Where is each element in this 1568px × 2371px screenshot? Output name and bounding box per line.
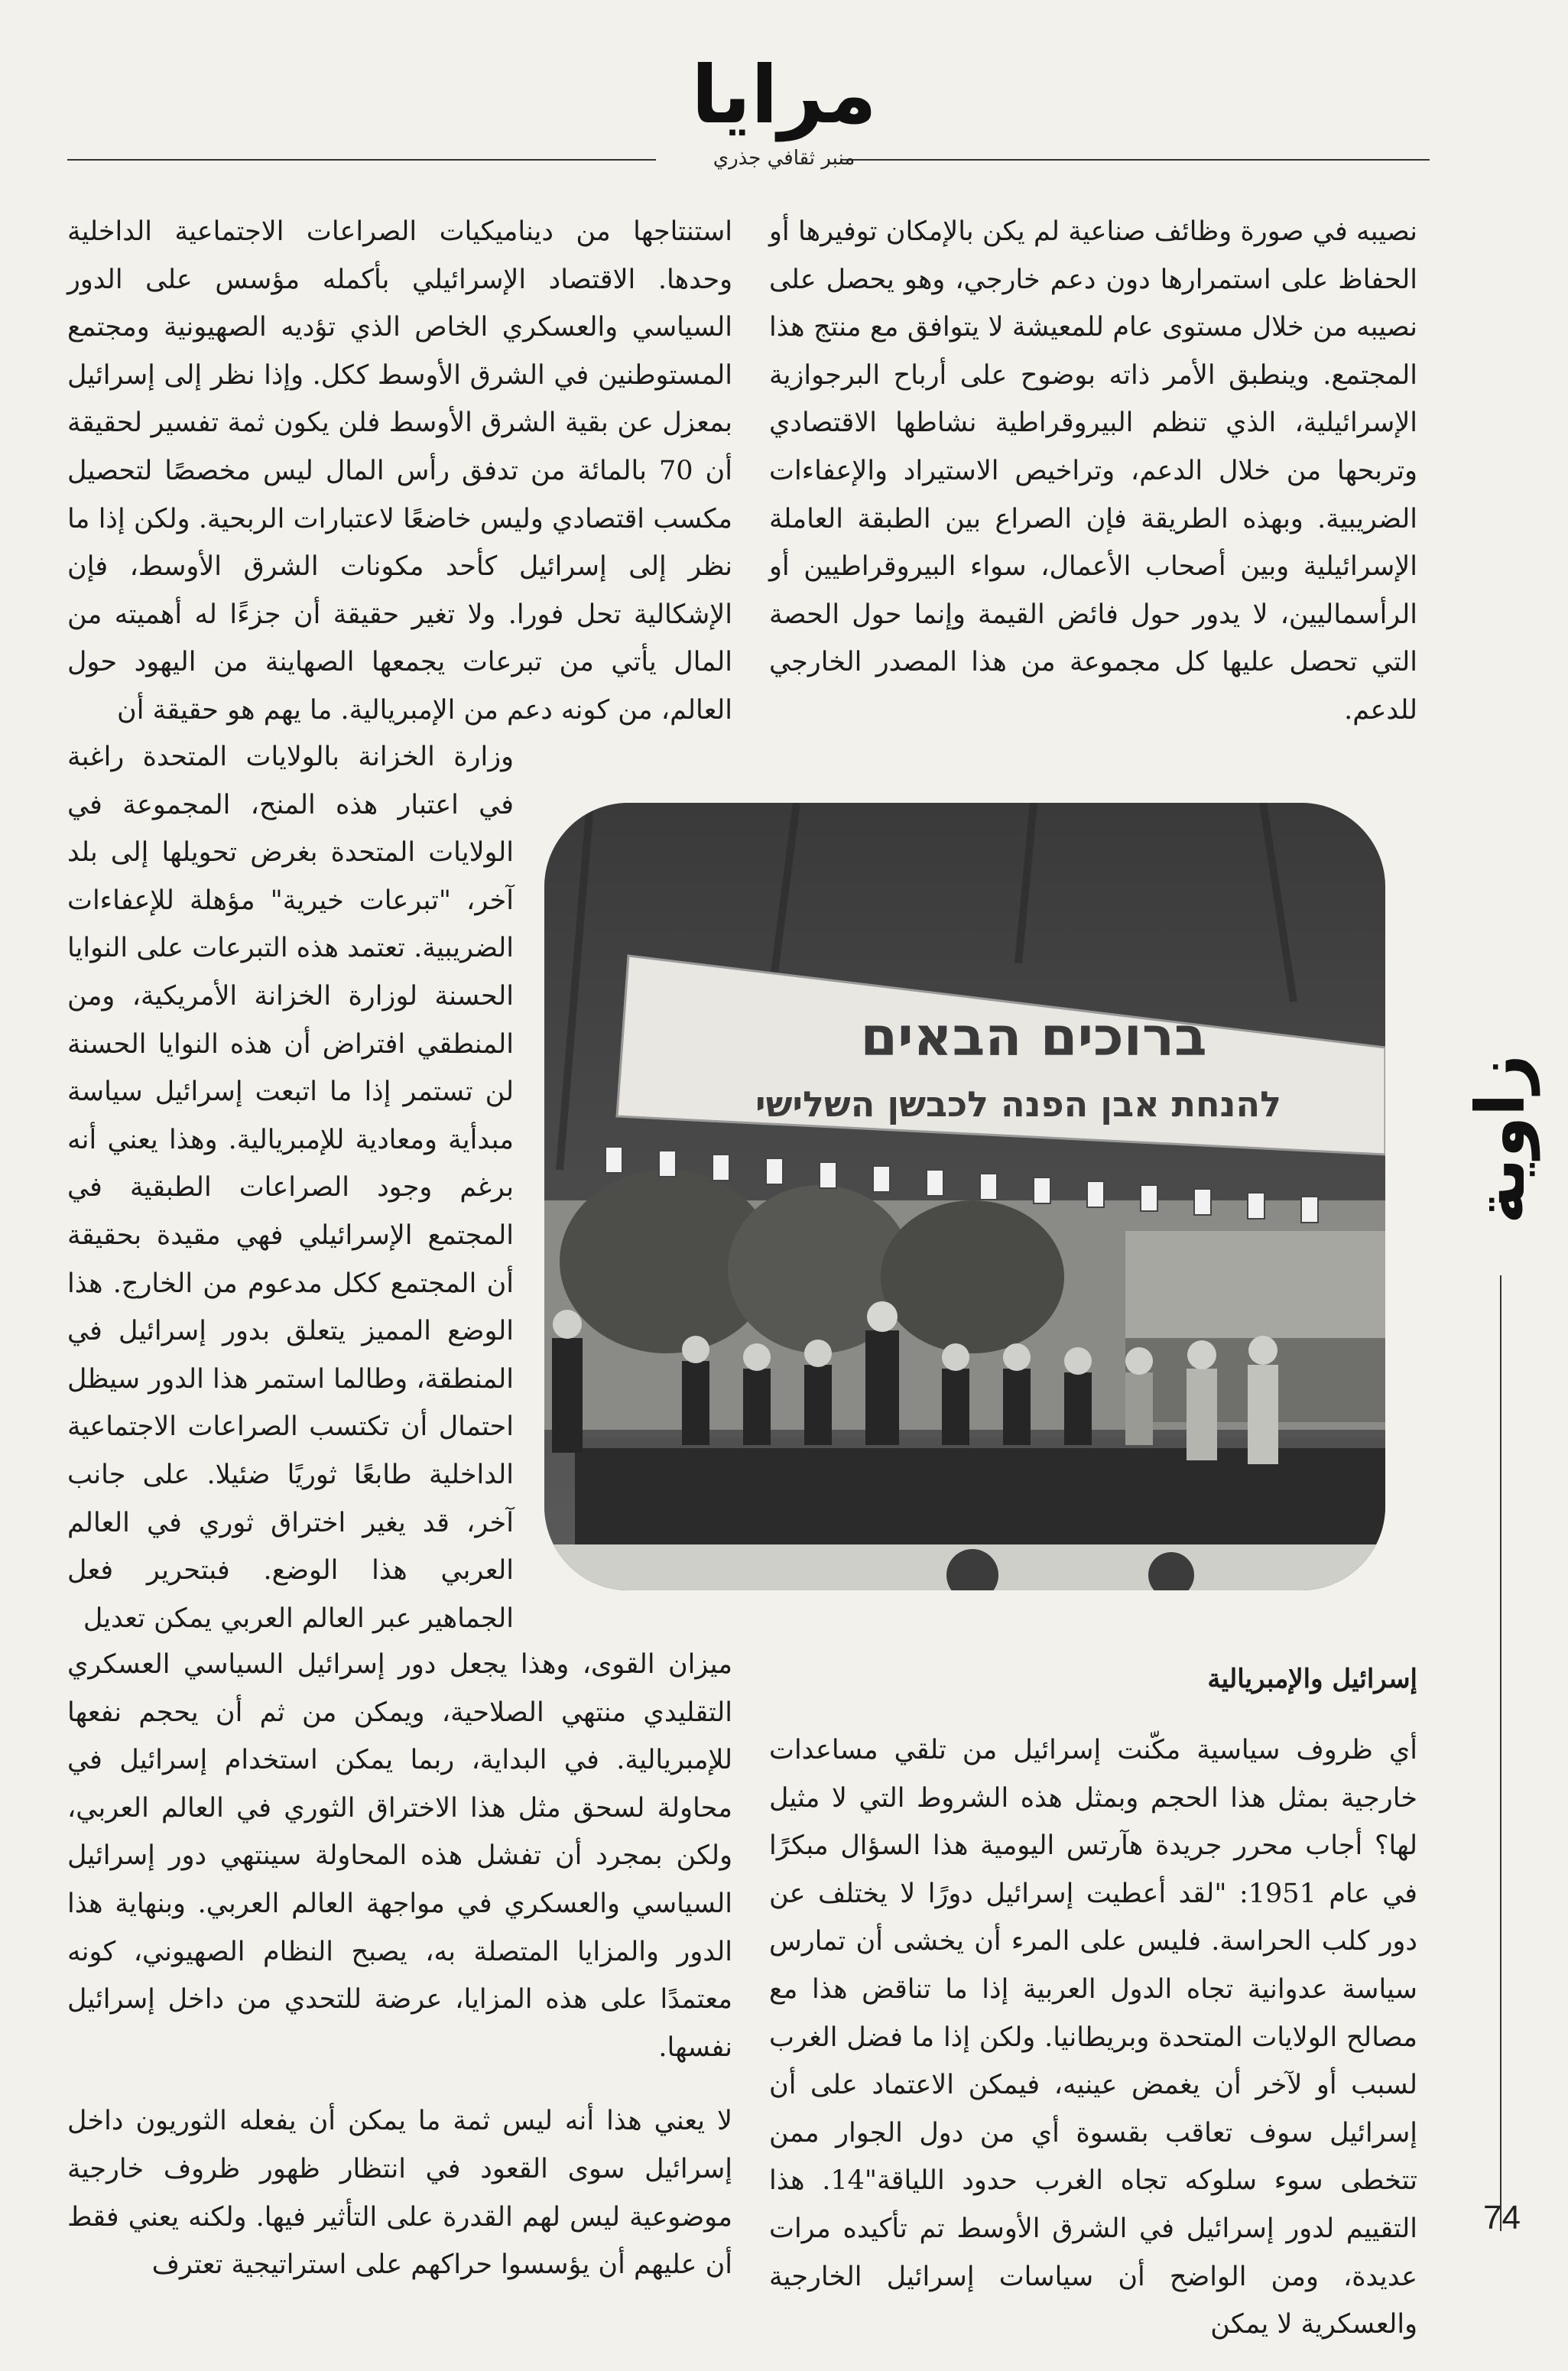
left-column-beside-photo (67, 733, 514, 1642)
paragraph: نصيبه في صورة وظائف صناعية لم يكن بالإمكان توفيرها أو الحفاظ على استمرارها دون دعم خارجي، وهو يحصل على نصيبه من خلال مستوى عام للمعيشة لا يتوافق مع منتج هذا المجتمع. وينطبق الأمر ذاته بوضوح على أرباح البرجوازية الإسرائيلية، الذي تنظم البيروقراطية نشاطها الاقتصادي وتربحها من خلال الدعم، وتراخيص الاستيراد والإعفاءات الضريبية. وبهذه الطريقة فإن الصراع بين الطبقة العاملة الإسرائيلية وبين أصحاب الأعمال، سواء البيروقراطيين أو الرأسماليين، لا يدور حول فائض القيمة وإنما حول الحصة التي تحصل عليها كل مجموعة من هذا المصدر الخارجي للدعم. (769, 216, 1417, 726)
magazine-logo: مرايا (691, 48, 877, 141)
photo-illustration (544, 803, 1385, 1590)
magazine-tagline: منبر ثقافي جذري (713, 147, 855, 170)
paragraph-gap (67, 2071, 732, 2097)
paragraph: ميزان القوى، وهذا يجعل دور إسرائيل السياسي العسكري التقليدي منتهي الصلاحية، ويمكن من ثم أن يحجم نفعها للإمبريالية. في البداية، ربما يمكن استخدام إسرائيل في محاولة لسحق مثل هذا الاختراق الثوري في العالم العربي، ولكن بمجرد أن تفشل هذه المحاولة سينتهي دور إسرائيل السياسي والعسكري في مواجهة العالم العربي. وبنهاية هذا الدور والمزايا المتصلة به، يصبح النظام الصهيوني، كونه معتمدًا على هذه المزايا، عرضة للتحدي من داخل إسرائيل نفسها. (67, 1649, 732, 2063)
page-number: 74 (1483, 2199, 1521, 2236)
paragraph: لا يعني هذا أنه ليس ثمة ما يمكن أن يفعله الثوريون داخل إسرائيل سوى القعود في انتظار ظهور ظروف خارجية موضوعية ليس لهم القدرة على التأثير فيها. ولكنه يعني فقط أن عليهم أن يؤسسوا حراكهم على استراتيجية تعترف (67, 2106, 732, 2281)
side-rule (1500, 1275, 1501, 2231)
historical-photo (544, 803, 1385, 1590)
left-column-bottom (67, 1641, 732, 2289)
section-heading: إسرائيل والإمبريالية (1207, 1664, 1417, 1694)
section-side-label: زاوية (1461, 1054, 1540, 1224)
right-column-top (769, 208, 1417, 735)
paragraph: استنتاجها من ديناميكيات الصراعات الاجتماعية الداخلية وحدها. الاقتصاد الإسرائيلي بأكمله مؤسس على الدور السياسي والعسكري الخاص الذي تؤديه الصهيونية ومجتمع المستوطنين في الشرق الأوسط ككل. وإذا نظر إلى إسرائيل بمعزل عن بقية الشرق الأوسط فلن يكون ثمة تفسير لحقيقة أن 70 بالمائة من تدفق رأس المال ليس مخصصًا لتحصيل مكسب اقتصادي وليس خاضعًا لاعتبارات الربحية. ولكن إذا ما نظر إلى إسرائيل كأحد مكونات الشرق الأوسط، فإن الإشكالية تحل فورا. ولا تغير حقيقة أن جزءًا له أهميته من المال يأتي من تبرعات يجمعها الصهاينة من اليهود حول العالم، من كونه دعم من الإمبريالية. ما يهم هو حقيقة أن (67, 216, 732, 726)
banner-text-line2: להנחת אבן הפנה לכבשן השלישי (755, 1083, 1281, 1125)
paragraph: أي ظروف سياسية مكّنت إسرائيل من تلقي مساعدات خارجية بمثل هذا الحجم وبمثل هذه الشروط التي لا مثيل لها؟ أجاب محرر جريدة هآرتس اليومية هذا السؤال مبكرًا في عام 1951: "لقد أعطيت إسرائيل دورًا لا يختلف عن دور كلب الحراسة. فليس على المرء أن يخشى أن تمارس سياسة عدوانية تجاه الدول العربية إذا ما تناقض هذا مع مصالح الولايات المتحدة وبريطانيا. ولكن إذا ما فضل الغرب لسبب أو لآخر أن يغمض عينيه، فيمكن الاعتماد على أن إسرائيل سوف تعاقب بقسوة أي من دول الجوار ممن تتخطى سوء سلوكه تجاه الغرب حدود اللياقة"14. هذا التقييم لدور إسرائيل في الشرق الأوسط تم تأكيده مرات عديدة، ومن الواضح أن سياسات إسرائيل الخارجية والعسكرية لا يمكن (769, 1735, 1418, 2340)
banner-text-line1: ברוכים הבאים (860, 1005, 1207, 1068)
left-column-top (67, 208, 732, 735)
paragraph: وزارة الخزانة بالولايات المتحدة راغبة في اعتبار هذه المنح، المجموعة في الولايات المتحدة بغرض تحويلها إلى بلد آخر، "تبرعات خيرية" مؤهلة للإعفاءات الضريبية. تعتمد هذه التبرعات على النوايا الحسنة لوزارة الخزانة الأمريكية، ومن المنطقي افتراض أن هذه النوايا الحسنة لن تستمر إذا ما اتبعت إسرائيل سياسة مبدأية ومعادية للإمبريالية. وهذا يعني أنه برغم وجود الصراعات الطبقية في المجتمع الإسرائيلي فهي مقيدة بحقيقة أن المجتمع ككل مدعوم من الخارج. هذا الوضع المميز يتعلق بدور إسرائيل في المنطقة، وطالما استمر هذا الدور سيظل احتمال أن تكتسب الصراعات الاجتماعية الداخلية طابعًا ثوريًا ضئيلا. على جانب آخر، قد يغير اختراق ثوري في العالم العربي هذا الوضع. فبتحرير فعل الجماهير عبر العالم العربي يمكن تعديل (67, 742, 514, 1634)
right-column-bottom (769, 1726, 1417, 2349)
